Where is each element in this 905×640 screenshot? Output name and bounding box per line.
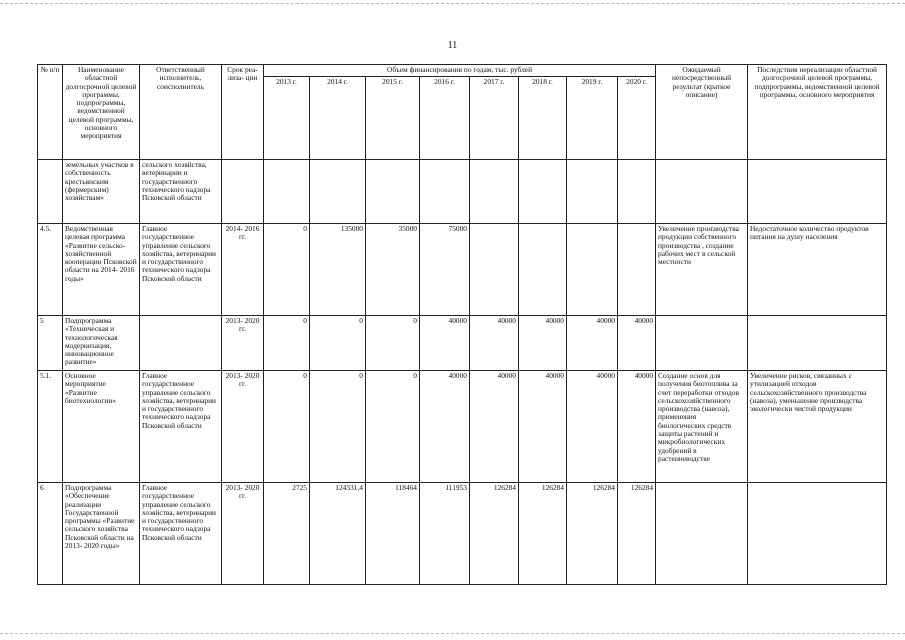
header-year: 2017 г.	[470, 77, 519, 160]
header-year: 2019 г.	[567, 77, 618, 160]
row-value: 126284	[470, 483, 519, 585]
row-value: 135000	[310, 224, 366, 316]
header-year: 2015 г.	[366, 77, 420, 160]
row-value: 0	[264, 224, 310, 316]
row-value: 0	[366, 371, 420, 483]
row-value: 35000	[366, 224, 420, 316]
header-executor: Ответственный исполнитель, соисполнитель	[140, 65, 222, 160]
row-term: 2014- 2016 гг.	[222, 224, 264, 316]
row-name: земельных участков в собственность крестьянским (фермерским) хозяйствам»	[63, 160, 140, 224]
row-value: 0	[310, 316, 366, 371]
row-consequences	[748, 483, 887, 585]
row-consequences	[748, 160, 887, 224]
row-value: 2725	[264, 483, 310, 585]
row-executor	[140, 316, 222, 371]
row-executor: Главное государственное управление сельского хозяйства, ветеринарии и государственного технического надзора Псковской области	[140, 483, 222, 585]
row-value: 40000	[567, 371, 618, 483]
header-year: 2018 г.	[519, 77, 567, 160]
row-result: Увеличение производства продукции собственного производства , создание рабочих мест в сельской местности	[656, 224, 748, 316]
header-year: 2013 г.	[264, 77, 310, 160]
row-executor: Главное государственное управление сельского хозяйства, ветеринарии и государственного технического надзора Псковской области	[140, 371, 222, 483]
row-value: 75000	[420, 224, 470, 316]
row-consequences	[748, 316, 887, 371]
header-year: 2020 г.	[618, 77, 656, 160]
row-result	[656, 160, 748, 224]
row-value: 124331,4	[310, 483, 366, 585]
table-row	[38, 483, 887, 585]
row-value	[420, 160, 470, 224]
row-consequences: Недостаточное количество продуктов питания на душу населения	[748, 224, 887, 316]
row-consequences: Увеличение рисков, связанных с утилизацией отходов сельскохозяйственного производства (навоза), уменьшение производства экологически чистой продукции	[748, 371, 887, 483]
row-term: 2013- 2020 гг.	[222, 316, 264, 371]
row-num: 4.5.	[38, 224, 63, 316]
row-result	[656, 483, 748, 585]
header-result: Ожидаемый непосредственный результат (краткое описание)	[656, 65, 748, 160]
row-value	[470, 224, 519, 316]
table-row	[38, 224, 887, 316]
row-value	[618, 224, 656, 316]
row-value	[567, 224, 618, 316]
header-consequences: Последствия нереализации областной долгосрочной целевой программы, подпрограммы, ведомственной целевой программы, основного мероприятия	[748, 65, 887, 160]
page-number: 11	[447, 40, 458, 51]
row-result	[656, 316, 748, 371]
row-executor: сельского хозяйства, ветеринарии и государственного технического надзора Псковской области	[140, 160, 222, 224]
row-value: 126284	[519, 483, 567, 585]
row-value: 40000	[470, 371, 519, 483]
row-name: Подпрограмма «Обеспечение реализации Государственной программы «Развитие сельского хозяйства Псковской области на 2013- 2020 годы»	[63, 483, 140, 585]
row-num: 5.1.	[38, 371, 63, 483]
row-num: 5	[38, 316, 63, 371]
row-term: 2013- 2020 гг.	[222, 483, 264, 585]
row-value	[519, 160, 567, 224]
row-name: Ведомственная целевая программа «Развитие сельско- хозяйственной кооперации Псковской области на 2014- 2016 годы»	[63, 224, 140, 316]
row-value	[310, 160, 366, 224]
top-scan-edge	[0, 3, 905, 4]
row-value	[567, 160, 618, 224]
row-value: 40000	[519, 316, 567, 371]
header-name: Наименование областной долгосрочной целевой программы, подпрограммы, ведомственной целевой программы, основного мероприятия	[63, 65, 140, 160]
header-year: 2014 г.	[310, 77, 366, 160]
row-value: 40000	[618, 316, 656, 371]
header-row-top	[38, 65, 887, 77]
row-value	[366, 160, 420, 224]
row-value: 118464	[366, 483, 420, 585]
row-num	[38, 160, 63, 224]
table-row	[38, 160, 887, 224]
row-value: 0	[366, 316, 420, 371]
row-value: 40000	[470, 316, 519, 371]
program-funding-table	[37, 64, 887, 585]
row-value: 111953	[420, 483, 470, 585]
header-term: Срок реа- лиза- ции	[222, 65, 264, 160]
row-value	[618, 160, 656, 224]
row-value: 40000	[618, 371, 656, 483]
row-term	[222, 160, 264, 224]
row-value: 0	[310, 371, 366, 483]
table-row	[38, 316, 887, 371]
row-value: 0	[264, 371, 310, 483]
bottom-scan-edge	[0, 633, 905, 634]
header-num: № п/п	[38, 65, 63, 160]
row-executor: Главное государственное управление сельского хозяйства, ветеринарии и государственного технического надзора Псковской области	[140, 224, 222, 316]
row-value	[470, 160, 519, 224]
row-name: Основное мероприятие «Развитие биотехнологии»	[63, 371, 140, 483]
row-value: 126284	[618, 483, 656, 585]
table-row	[38, 371, 887, 483]
row-result: Создание основ для получения биотоплива за счет переработки отходов сельскохозяйственного производства (навоза), применения биологических средств защиты растений и микробиологических удобрений в растениеводстве	[656, 371, 748, 483]
row-value: 40000	[420, 316, 470, 371]
row-value: 40000	[420, 371, 470, 483]
row-term: 2013- 2020 гг.	[222, 371, 264, 483]
row-num: 6	[38, 483, 63, 585]
header-year: 2016 г.	[420, 77, 470, 160]
row-value: 40000	[519, 371, 567, 483]
row-value: 126284	[567, 483, 618, 585]
row-value: 40000	[567, 316, 618, 371]
row-value: 0	[264, 316, 310, 371]
row-name: Подпрограмма «Техническая и технологическая модернизация, инновационное развитие»	[63, 316, 140, 371]
row-value	[264, 160, 310, 224]
row-value	[519, 224, 567, 316]
header-funding: Объем финансирования по годам, тыс. рублей	[264, 65, 656, 77]
